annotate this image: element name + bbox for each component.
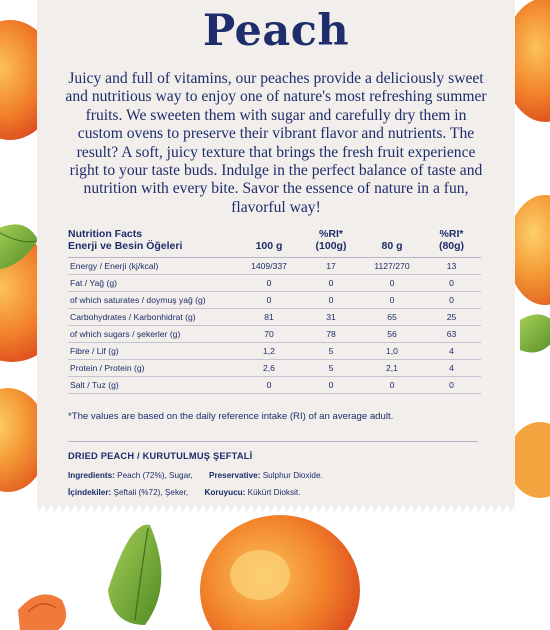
value-100g: 1409/337 bbox=[238, 258, 300, 275]
ingredients-tr-text: Şeftali (%72), Şeker, bbox=[113, 488, 189, 497]
ingredients-tr-label: İçindekiler: bbox=[68, 488, 112, 497]
ingredients-en-text: Peach (72%), Sugar, bbox=[117, 471, 193, 480]
ingredients-en-line bbox=[68, 471, 323, 480]
ri-80g-top: %RI* bbox=[439, 228, 464, 240]
nutrient-label: of which saturates / doymuş yağ (g) bbox=[68, 292, 238, 309]
value-ri-100g: 0 bbox=[300, 377, 362, 394]
dried-peach-slice-graphic bbox=[18, 594, 66, 630]
nutrition-header-label bbox=[68, 228, 238, 258]
col-80g-header: 80 g bbox=[362, 228, 422, 258]
ingredients-title: DRIED PEACH / KURUTULMUŞ ŞEFTALİ bbox=[68, 451, 253, 461]
preservative-tr-text: Kükürt Dioksit. bbox=[247, 488, 301, 497]
nutrition-row bbox=[68, 326, 481, 343]
preservative-tr-label: Koruyucu: bbox=[204, 488, 246, 497]
value-80g: 2,1 bbox=[362, 360, 422, 377]
bottom-leaf-graphic bbox=[108, 525, 161, 625]
panel-zigzag-edge bbox=[37, 503, 515, 517]
nutrient-label: Fibre / Lif (g) bbox=[68, 343, 238, 360]
ri-footnote: *The values are based on the daily reference intake (RI) of an average adult. bbox=[68, 411, 394, 422]
nutrient-label: Protein / Protein (g) bbox=[68, 360, 238, 377]
value-100g: 0 bbox=[238, 275, 300, 292]
nutrient-label: Energy / Enerji (kj/kcal) bbox=[68, 258, 238, 275]
nutrition-row bbox=[68, 360, 481, 377]
nutrition-row bbox=[68, 292, 481, 309]
value-ri-100g: 78 bbox=[300, 326, 362, 343]
value-80g: 56 bbox=[362, 326, 422, 343]
ri-80g-bottom: (80g) bbox=[438, 240, 465, 252]
value-ri-100g: 5 bbox=[300, 343, 362, 360]
value-ri-100g: 0 bbox=[300, 275, 362, 292]
value-ri-100g: 31 bbox=[300, 309, 362, 326]
value-80g: 65 bbox=[362, 309, 422, 326]
value-100g: 0 bbox=[238, 377, 300, 394]
value-ri-100g: 5 bbox=[300, 360, 362, 377]
col-ri-80g-header bbox=[422, 228, 481, 258]
value-100g: 2,6 bbox=[238, 360, 300, 377]
nutrient-label: Fat / Yağ (g) bbox=[68, 275, 238, 292]
nutrition-table bbox=[68, 228, 481, 394]
value-80g: 0 bbox=[362, 292, 422, 309]
value-ri-80g: 63 bbox=[422, 326, 481, 343]
nutrition-row bbox=[68, 343, 481, 360]
value-100g: 70 bbox=[238, 326, 300, 343]
ingredients-tr-line bbox=[68, 488, 300, 497]
nutrition-facts-label: Nutrition Facts bbox=[68, 228, 143, 240]
section-divider bbox=[68, 441, 478, 442]
value-100g: 1,2 bbox=[238, 343, 300, 360]
value-ri-100g: 0 bbox=[300, 292, 362, 309]
value-ri-80g: 0 bbox=[422, 275, 481, 292]
nutrition-row bbox=[68, 275, 481, 292]
col-ri-100g-header bbox=[300, 228, 362, 258]
nutrient-label: of which sugars / şekerler (g) bbox=[68, 326, 238, 343]
bottom-peach-graphic bbox=[200, 515, 360, 630]
value-80g: 1127/270 bbox=[362, 258, 422, 275]
value-100g: 81 bbox=[238, 309, 300, 326]
right-leaf-graphic bbox=[520, 314, 550, 352]
preservative-en-text: Sulphur Dioxide. bbox=[262, 471, 323, 480]
value-ri-80g: 13 bbox=[422, 258, 481, 275]
value-ri-80g: 4 bbox=[422, 360, 481, 377]
preservative-en-label: Preservative: bbox=[208, 471, 261, 480]
nutrition-header-row bbox=[68, 228, 481, 258]
value-80g: 0 bbox=[362, 275, 422, 292]
value-ri-80g: 4 bbox=[422, 343, 481, 360]
product-description: Juicy and full of vitamins, our peaches provide a deliciously sweet and nutritious way to enjoy one of nature's most refreshing summer fruits. We sweeten them with sugar and carefully dry them in custom ovens to preserve their vibrant flavor and nutrients. The result? A soft, juicy texture that brings the fresh fruit experience right to your taste buds. Indulge in the perfect balance of taste and nutrition with every bite. Savor the essence of nature in a fun, flavorful way! bbox=[65, 70, 487, 216]
value-80g: 1,0 bbox=[362, 343, 422, 360]
nutrient-label: Carbohydrates / Karbonhidrat (g) bbox=[68, 309, 238, 326]
col-100g-header: 100 g bbox=[238, 228, 300, 258]
value-ri-80g: 0 bbox=[422, 377, 481, 394]
product-title: Peach bbox=[202, 6, 350, 56]
ri-100g-top: %RI* bbox=[319, 228, 343, 240]
value-ri-100g: 17 bbox=[300, 258, 362, 275]
value-ri-80g: 0 bbox=[422, 292, 481, 309]
nutrition-row bbox=[68, 258, 481, 275]
nutrition-row bbox=[68, 377, 481, 394]
value-ri-80g: 25 bbox=[422, 309, 481, 326]
nutrient-label: Salt / Tuz (g) bbox=[68, 377, 238, 394]
value-100g: 0 bbox=[238, 292, 300, 309]
value-80g: 0 bbox=[362, 377, 422, 394]
nutrition-row bbox=[68, 309, 481, 326]
energy-nutrients-label: Enerji ve Besin Öğeleri bbox=[68, 240, 183, 252]
ingredients-en-label: Ingredients: bbox=[68, 471, 115, 480]
ri-100g-bottom: (100g) bbox=[315, 240, 347, 252]
